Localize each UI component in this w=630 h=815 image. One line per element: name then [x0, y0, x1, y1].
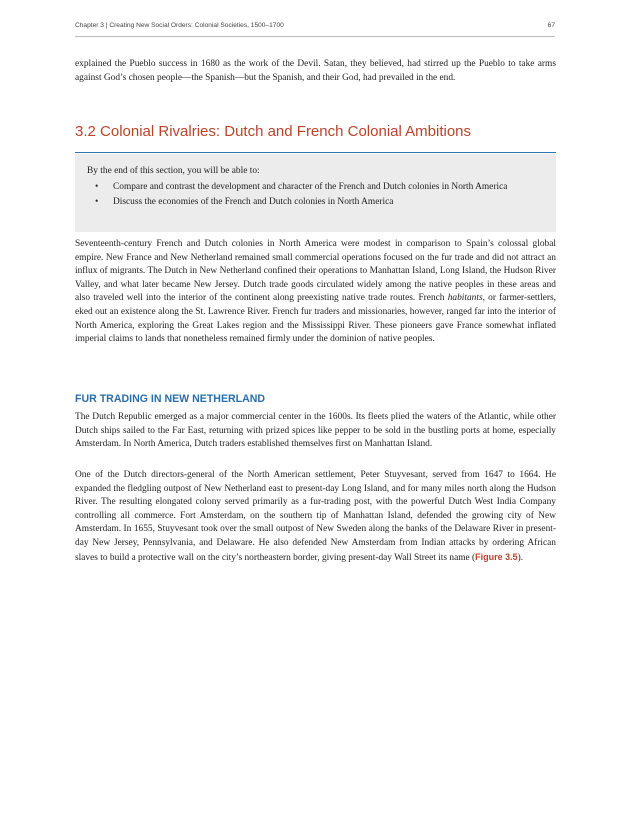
paragraph-text: One of the Dutch directors-general of the North American settlement, Peter Stuyvesant, served from 1647 to 1664. He expanded the fledgling outpost of New Netherland east to present-day Long Island, and for many miles north along the Hudson River. The resulting elongated colony served primarily as a fur-trading post, with the powerful Dutch West India Company controlling all commerce. Fort Amsterdam, on the southern tip of Manhattan Island, defended the growing city of New Amsterdam. In 1655, Stuyvesant took over the small outpost of New Sweden along the banks of the Delaware River in present-day New Jersey, Pennsylvania, and Delaware. He also defended New Amsterdam from Indian attacks by ordering African slaves to build a protective wall on the city’s northeastern border, giving present-day Wall Street its name ( [75, 470, 556, 563]
paragraph-closing: ). [517, 552, 524, 563]
objectives-list [95, 181, 515, 212]
bullet-icon: • [95, 197, 99, 208]
objective-item [95, 196, 515, 209]
paragraph-colonies [75, 238, 556, 347]
learning-objectives-box [75, 154, 556, 232]
running-header [75, 22, 555, 36]
paragraph-text: Seventeenth-century French and Dutch colonies in North America were modest in comparison to Spain’s colossal global empire. New France and New Netherland remained small commercial operations focused on the fur trade and did not attract an influx of migrants. The Dutch in New Netherland confined their operations to Manhattan Island, Long Island, the Hudson River Valley, and what later became New Jersey. Dutch trade goods circulated widely among the native peoples in these areas and also traveled well into the interior of the continent along preexisting native trade routes. French [75, 239, 556, 304]
page-number: 67 [547, 22, 555, 29]
figure-link[interactable]: Figure 3.5 [475, 551, 518, 562]
paragraph-text: , or farmer-settlers, eked out an existence along the St. Lawrence River. French fur traders and missionaries, however, ranged far into the interior of North America, exploring the Great Lakes region and the Mississippi River. These pioneers gave France somewhat inflated imperial claims to lands that nonetheless remained firmly under the dominion of native peoples. [75, 293, 556, 345]
objective-item [95, 181, 515, 194]
subsection-title: FUR TRADING IN NEW NETHERLAND [75, 393, 266, 405]
intro-paragraph: explained the Pueblo success in 1680 as the work of the Devil. Satan, they believed, had stirred up the Pueblo to take arms against God’s chosen people—the Spanish—but the Spanish, and their God, had prevailed in the end. [75, 59, 556, 83]
header-rule [75, 36, 555, 37]
objective-text: Compare and contrast the development and character of the French and Dutch colonies in North America [113, 182, 508, 192]
section-title-rule [75, 152, 556, 153]
chapter-title: Chapter 3 | Creating New Social Orders: Colonial Societies, 1500–1700 [75, 22, 284, 29]
objective-text: Discuss the economies of the French and Dutch colonies in North America [113, 197, 394, 208]
section-title: 3.2 Colonial Rivalries: Dutch and French Colonial Ambitions [75, 123, 472, 140]
paragraph-dutch-republic: The Dutch Republic emerged as a major commercial center in the 1600s. Its fleets plied the waters of the Atlantic, while other Dutch ships sailed to the Far East, returning with prized spices like pepper to be sold in the bustling ports at home, especially Amsterdam. In North America, Dutch traders established themselves first on Manhattan Island. [75, 412, 556, 450]
italic-term: habitants [447, 293, 483, 304]
paragraph-stuyvesant [75, 469, 556, 565]
bullet-icon: • [95, 182, 99, 192]
objectives-intro: By the end of this section, you will be able to: [87, 166, 260, 176]
